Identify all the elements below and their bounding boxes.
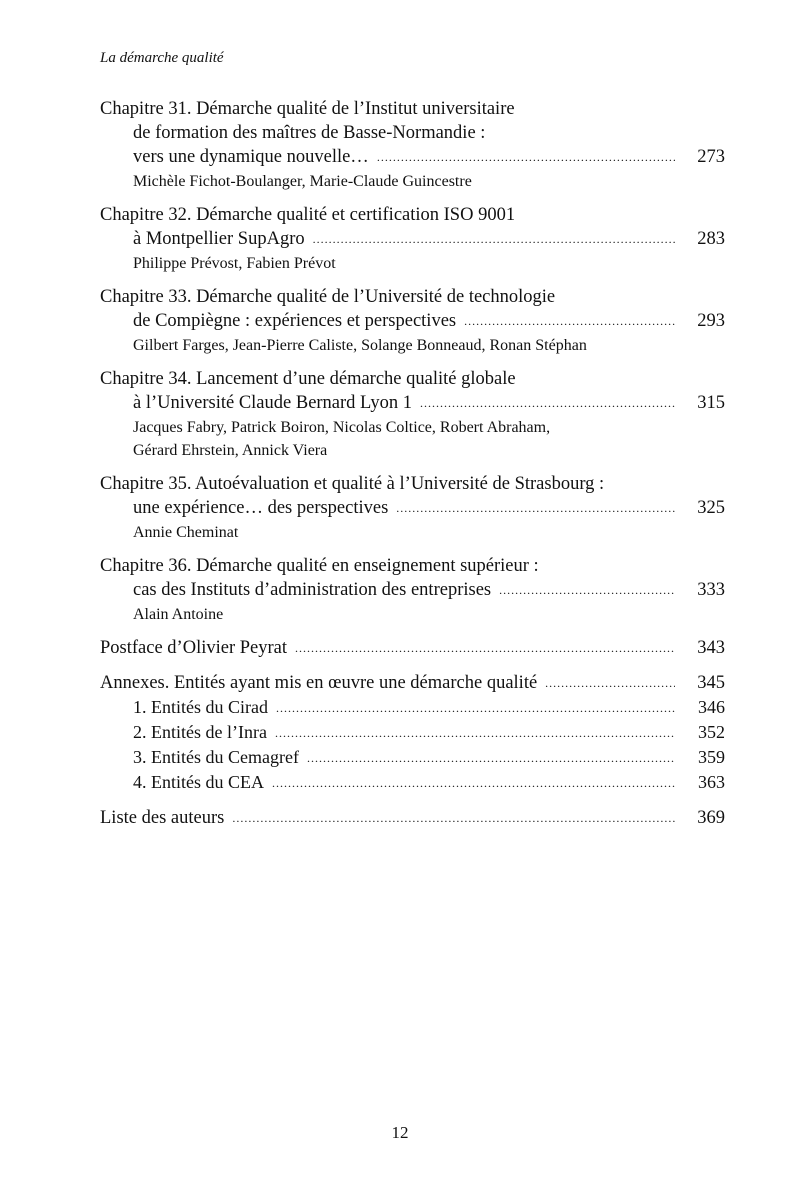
- page-ref: 359: [698, 747, 725, 767]
- annex-item[interactable]: [100, 771, 725, 796]
- page-number: 12: [391, 1123, 409, 1142]
- chapter-title-line: cas des Instituts d’administration des entreprises: [133, 580, 492, 600]
- toc-entry-chapter-33[interactable]: [100, 285, 725, 357]
- table-of-contents: [100, 97, 725, 841]
- chapter-title-line: Chapitre 33. Démarche qualité de l’Université de technologie: [100, 287, 556, 307]
- annex-item-label: 1. Entités du Cirad: [133, 697, 268, 717]
- chapter-title-line: une expérience… des perspectives: [133, 498, 389, 518]
- chapter-authors: Alain Antoine: [133, 606, 224, 623]
- chapter-authors: Philippe Prévost, Fabien Prévot: [133, 255, 336, 272]
- chapter-title-line: de formation des maîtres de Basse-Normandie :: [133, 123, 486, 143]
- dot-leader: [295, 636, 675, 660]
- chapter-authors: Gilbert Farges, Jean-Pierre Caliste, Solange Bonneaud, Ronan Stéphan: [133, 337, 587, 354]
- chapter-title-line: Chapitre 34. Lancement d’une démarche qualité globale: [100, 369, 516, 389]
- page-ref: 315: [697, 393, 725, 413]
- chapter-authors: Gérard Ehrstein, Annick Viera: [133, 442, 328, 459]
- annex-item-label: 3. Entités du Cemagref: [133, 747, 299, 767]
- chapter-title-line: à l’Université Claude Bernard Lyon 1: [133, 393, 412, 413]
- page-ref: 352: [698, 722, 725, 742]
- page-ref: 345: [697, 673, 725, 693]
- dot-leader: [313, 227, 675, 251]
- page-ref: 293: [697, 311, 725, 331]
- chapter-title-line: Chapitre 31. Démarche qualité de l’Institut universitaire: [100, 99, 515, 119]
- page-ref: 369: [697, 808, 725, 828]
- annex-item[interactable]: [100, 721, 725, 746]
- annexes-label: Annexes. Entités ayant mis en œuvre une démarche qualité: [100, 673, 538, 693]
- toc-entry-chapter-34[interactable]: [100, 367, 725, 462]
- page-ref: 283: [697, 229, 725, 249]
- dot-leader: [396, 496, 675, 520]
- annex-item-label: 2. Entités de l’Inra: [133, 722, 267, 742]
- page-ref: 273: [697, 147, 725, 167]
- dot-leader: [377, 145, 675, 169]
- chapter-title-line: à Montpellier SupAgro: [133, 229, 305, 249]
- chapter-title-line: Chapitre 36. Démarche qualité en enseignement supérieur :: [100, 556, 539, 576]
- chapter-authors: Michèle Fichot-Boulanger, Marie-Claude Guincestre: [133, 173, 472, 190]
- dot-leader: [232, 806, 675, 830]
- liste-auteurs-label: Liste des auteurs: [100, 808, 225, 828]
- annex-item[interactable]: [100, 696, 725, 721]
- chapter-authors: Jacques Fabry, Patrick Boiron, Nicolas Coltice, Robert Abraham,: [133, 419, 551, 436]
- dot-leader: [307, 747, 675, 770]
- page-ref: 333: [697, 580, 725, 600]
- toc-entry-liste-auteurs[interactable]: [100, 806, 725, 831]
- annex-item[interactable]: [100, 746, 725, 771]
- toc-entry-chapter-36[interactable]: [100, 554, 725, 626]
- toc-entry-chapter-35[interactable]: [100, 472, 725, 544]
- dot-leader: [275, 722, 675, 745]
- toc-entry-chapter-32[interactable]: [100, 203, 725, 275]
- chapter-title-line: de Compiègne : expériences et perspectives: [133, 311, 457, 331]
- dot-leader: [464, 309, 675, 333]
- annex-item-label: 4. Entités du CEA: [133, 772, 264, 792]
- dot-leader: [276, 697, 675, 720]
- page-ref: 363: [698, 772, 725, 792]
- dot-leader: [420, 391, 675, 415]
- chapter-authors: Annie Cheminat: [133, 524, 239, 541]
- page-ref: 346: [698, 697, 725, 717]
- chapter-title-line: Chapitre 32. Démarche qualité et certification ISO 9001: [100, 205, 516, 225]
- postface-label: Postface d’Olivier Peyrat: [100, 638, 287, 658]
- page-ref: 325: [697, 498, 725, 518]
- toc-entry-annexes[interactable]: [100, 671, 725, 796]
- dot-leader: [499, 578, 675, 602]
- chapter-title-line: Chapitre 35. Autoévaluation et qualité à l’Université de Strasbourg :: [100, 474, 605, 494]
- toc-entry-postface[interactable]: [100, 636, 725, 661]
- dot-leader: [545, 671, 675, 695]
- running-head: La démarche qualité: [100, 50, 224, 66]
- chapter-title-line: vers une dynamique nouvelle…: [133, 147, 369, 167]
- dot-leader: [272, 772, 675, 795]
- page-ref: 343: [697, 638, 725, 658]
- toc-entry-chapter-31[interactable]: [100, 97, 725, 193]
